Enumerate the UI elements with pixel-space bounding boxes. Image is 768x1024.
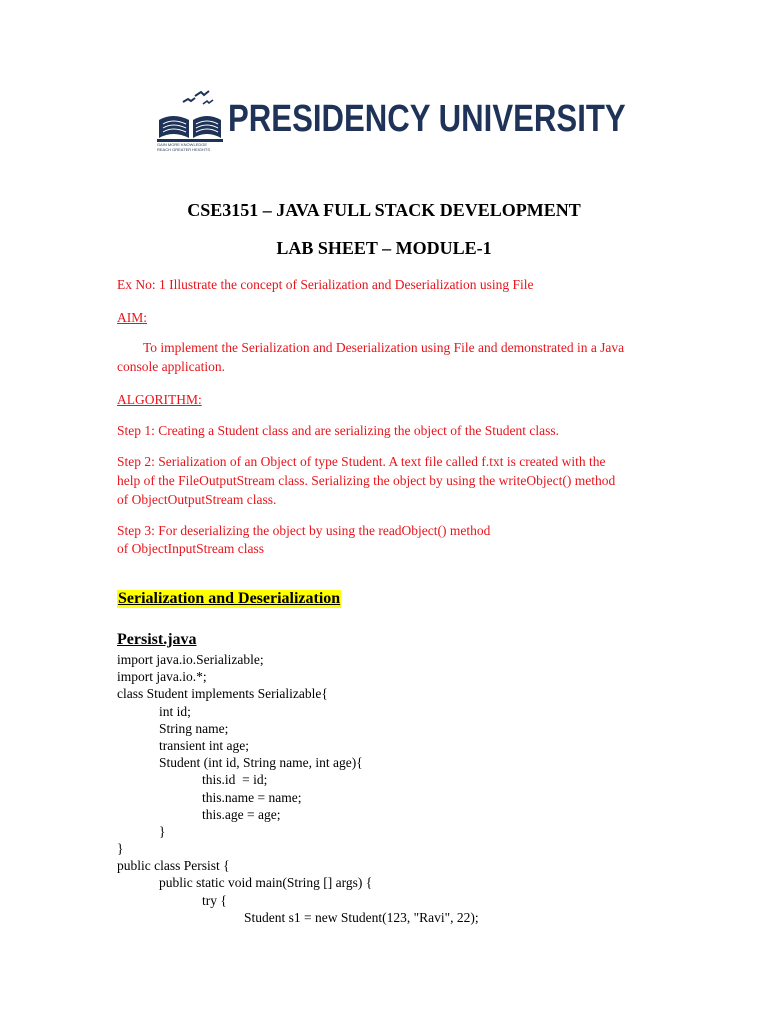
step-3-line-1: Step 3: For deserializing the object by using the readObject() method xyxy=(117,523,491,538)
code-line: class Student implements Serializable{ xyxy=(117,686,328,702)
code-line: public class Persist { xyxy=(117,858,230,874)
university-name: PRESIDENCY UNIVERSITY xyxy=(228,98,626,140)
code-listing xyxy=(117,651,479,926)
code-line: this.id = id; xyxy=(202,772,268,788)
step-2-line-3: of ObjectOutputStream class. xyxy=(117,492,277,507)
algorithm-label: ALGORITHM: xyxy=(117,392,202,407)
code-line: } xyxy=(159,823,166,839)
aim-text-line-2: console application. xyxy=(117,359,225,374)
tagline-line-2: REACH GREATER HEIGHTS xyxy=(157,147,211,152)
code-line: public static void main(String [] args) { xyxy=(159,875,373,891)
course-title: CSE3151 – JAVA FULL STACK DEVELOPMENT xyxy=(187,200,581,220)
section-heading: Serialization and Deserialization xyxy=(118,590,341,607)
code-line: Student s1 = new Student(123, "Ravi", 22); xyxy=(244,909,479,925)
code-line: Student (int id, String name, int age){ xyxy=(159,755,363,771)
code-line: import java.io.*; xyxy=(117,669,207,685)
lab-sheet-title: LAB SHEET – MODULE-1 xyxy=(276,238,492,258)
code-line: int id; xyxy=(159,703,191,719)
tagline-line-1: GAIN MORE KNOWLEDGE xyxy=(157,142,208,147)
code-line: } xyxy=(117,841,124,857)
step-2-line-1: Step 2: Serialization of an Object of type Student. A text file called f.txt is created with the xyxy=(117,454,606,469)
code-line: import java.io.Serializable; xyxy=(117,652,264,667)
exercise-line: Ex No: 1 Illustrate the concept of Serialization and Deserialization using File xyxy=(117,277,534,292)
code-line: this.name = name; xyxy=(202,789,302,805)
code-line: this.age = age; xyxy=(202,806,281,822)
file-name-heading: Persist.java xyxy=(117,631,197,648)
step-2-line-2: help of the FileOutputStream class. Serializing the object by using the writeObject() method xyxy=(117,473,616,488)
aim-label: AIM: xyxy=(117,310,147,325)
step-3-line-2: of ObjectInputStream class xyxy=(117,541,264,556)
code-line: try { xyxy=(202,892,227,908)
code-line: String name; xyxy=(159,720,229,736)
book-birds-icon xyxy=(155,90,227,146)
step-1: Step 1: Creating a Student class and are serializing the object of the Student class. xyxy=(117,423,560,438)
code-line: transient int age; xyxy=(159,737,249,753)
aim-text-line-1: To implement the Serialization and Deserialization using File and demonstrated in a Java xyxy=(143,340,625,355)
logo-tagline xyxy=(157,142,210,152)
